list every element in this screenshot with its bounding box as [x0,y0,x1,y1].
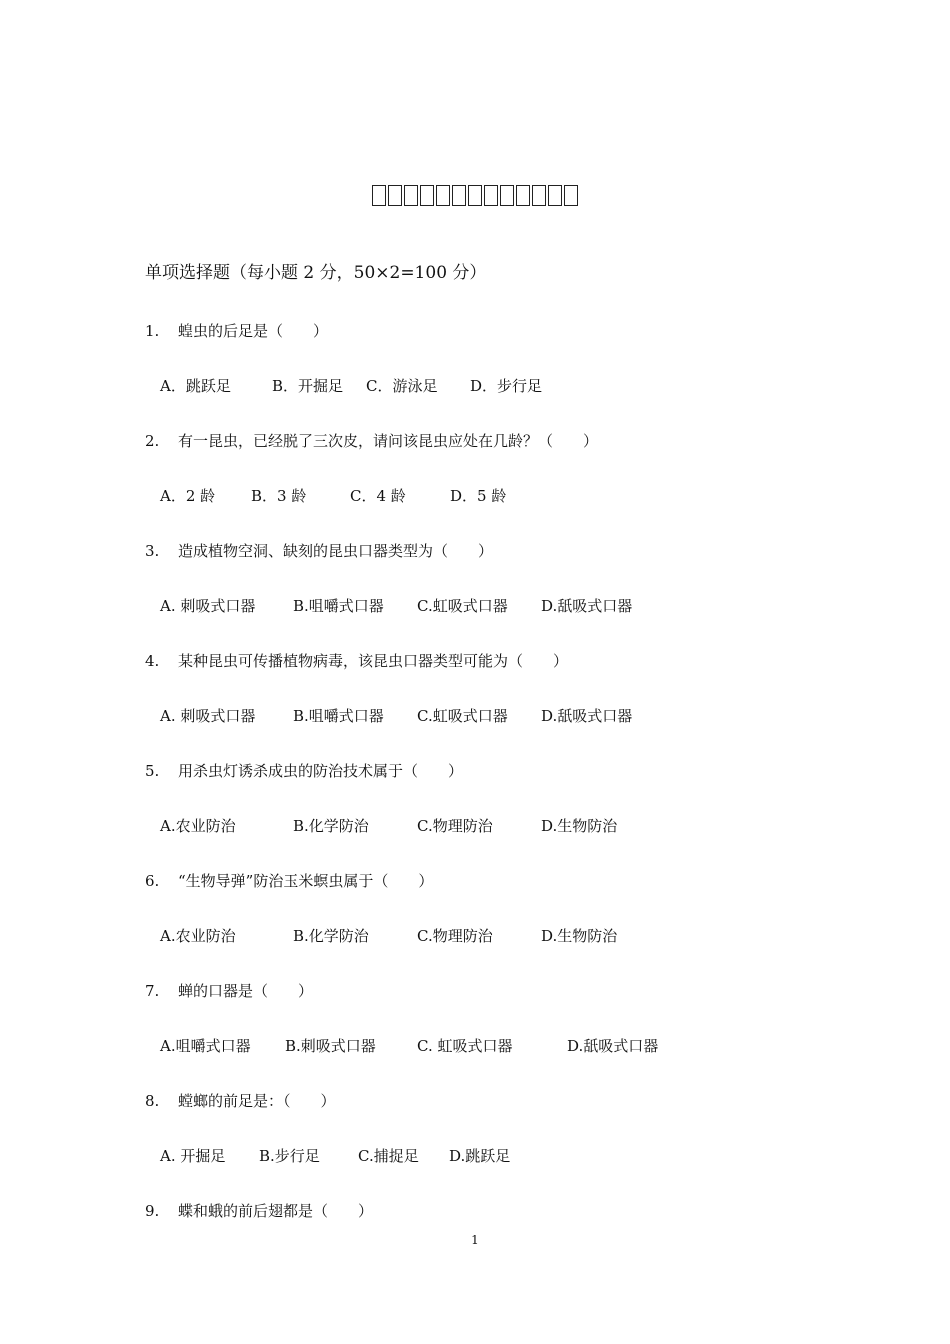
missing-glyph-box [388,185,402,206]
option-c: C. 虹吸式口器 [417,1037,513,1055]
missing-glyph-box [420,185,434,206]
option-c: C.物理防治 [417,817,493,835]
option-c: C.虹吸式口器 [417,597,508,615]
question-3 [145,540,493,561]
option-a: A. 刺吸式口器 [160,597,256,615]
question-text: 蝗虫的后足是（ ） [178,322,329,340]
question-text: 用杀虫灯诱杀成虫的防治技术属于（ ） [178,762,464,780]
missing-glyph-box [372,185,386,206]
option-b: B.咀嚼式口器 [293,707,384,725]
option-c: C．4 龄 [350,487,406,505]
question-7 [145,980,313,1001]
question-number: 1. [145,322,160,340]
question-number: 9. [145,1202,160,1220]
option-a: A. 刺吸式口器 [160,707,256,725]
option-a: A.农业防治 [160,817,236,835]
missing-glyph-box [452,185,466,206]
question-text: 某种昆虫可传播植物病毒，该昆虫口器类型可能为（ ） [178,652,569,670]
question-number: 3. [145,542,160,560]
question-8 [145,1090,336,1111]
question-text: 蝉的口器是（ ） [178,982,314,1000]
question-1 [145,320,328,341]
option-b: B.化学防治 [293,817,369,835]
option-b: B.化学防治 [293,927,369,945]
option-d: D.跳跃足 [449,1147,511,1165]
page-title-placeholder-glyphs [0,182,950,206]
option-b: B．开掘足 [272,377,344,395]
question-text: 螳螂的前足是：（ ） [178,1092,336,1110]
missing-glyph-box [484,185,498,206]
question-number: 5. [145,762,160,780]
question-4 [145,650,568,671]
option-a: A.农业防治 [160,927,236,945]
missing-glyph-box [532,185,546,206]
option-d: D.生物防治 [541,927,618,945]
option-c: C.虹吸式口器 [417,707,508,725]
missing-glyph-box [516,185,530,206]
option-c: C.捕捉足 [358,1147,419,1165]
missing-glyph-box [548,185,562,206]
missing-glyph-box [404,185,418,206]
option-d: D.舐吸式口器 [567,1037,659,1055]
page-number: 1 [471,1233,479,1247]
question-5 [145,760,463,781]
option-c: C.物理防治 [417,927,493,945]
option-b: B.步行足 [259,1147,320,1165]
option-d: D．步行足 [470,377,543,395]
missing-glyph-box [468,185,482,206]
option-b: B．3 龄 [251,487,307,505]
missing-glyph-box [564,185,578,206]
option-d: D.舐吸式口器 [541,707,633,725]
question-number: 4. [145,652,160,670]
question-number: 2. [145,432,160,450]
option-b: B.刺吸式口器 [285,1037,376,1055]
question-9 [145,1200,373,1221]
option-a: A．2 龄 [160,487,216,505]
option-d: D.舐吸式口器 [541,597,633,615]
question-number: 7. [145,982,160,1000]
missing-glyph-box [436,185,450,206]
section-heading: 单项选择题（每小题 2 分，50×2=100 分） [145,263,487,283]
question-2 [145,430,598,451]
option-d: D.生物防治 [541,817,618,835]
question-text: “生物导弹”防治玉米螟虫属于（ ） [178,872,434,890]
question-number: 8. [145,1092,160,1110]
option-b: B.咀嚼式口器 [293,597,384,615]
option-c: C．游泳足 [366,377,438,395]
option-d: D．5 龄 [450,487,507,505]
question-text: 有一昆虫，已经脱了三次皮，请问该昆虫应处在几龄？（ ） [178,432,599,450]
question-text: 造成植物空洞、缺刻的昆虫口器类型为（ ） [178,542,494,560]
option-a: A.咀嚼式口器 [160,1037,251,1055]
option-a: A. 开掘足 [160,1147,226,1165]
missing-glyph-box [500,185,514,206]
question-number: 6. [145,872,160,890]
question-6 [145,870,433,891]
question-text: 蝶和蛾的前后翅都是（ ） [178,1202,374,1220]
option-a: A．跳跃足 [160,377,231,395]
